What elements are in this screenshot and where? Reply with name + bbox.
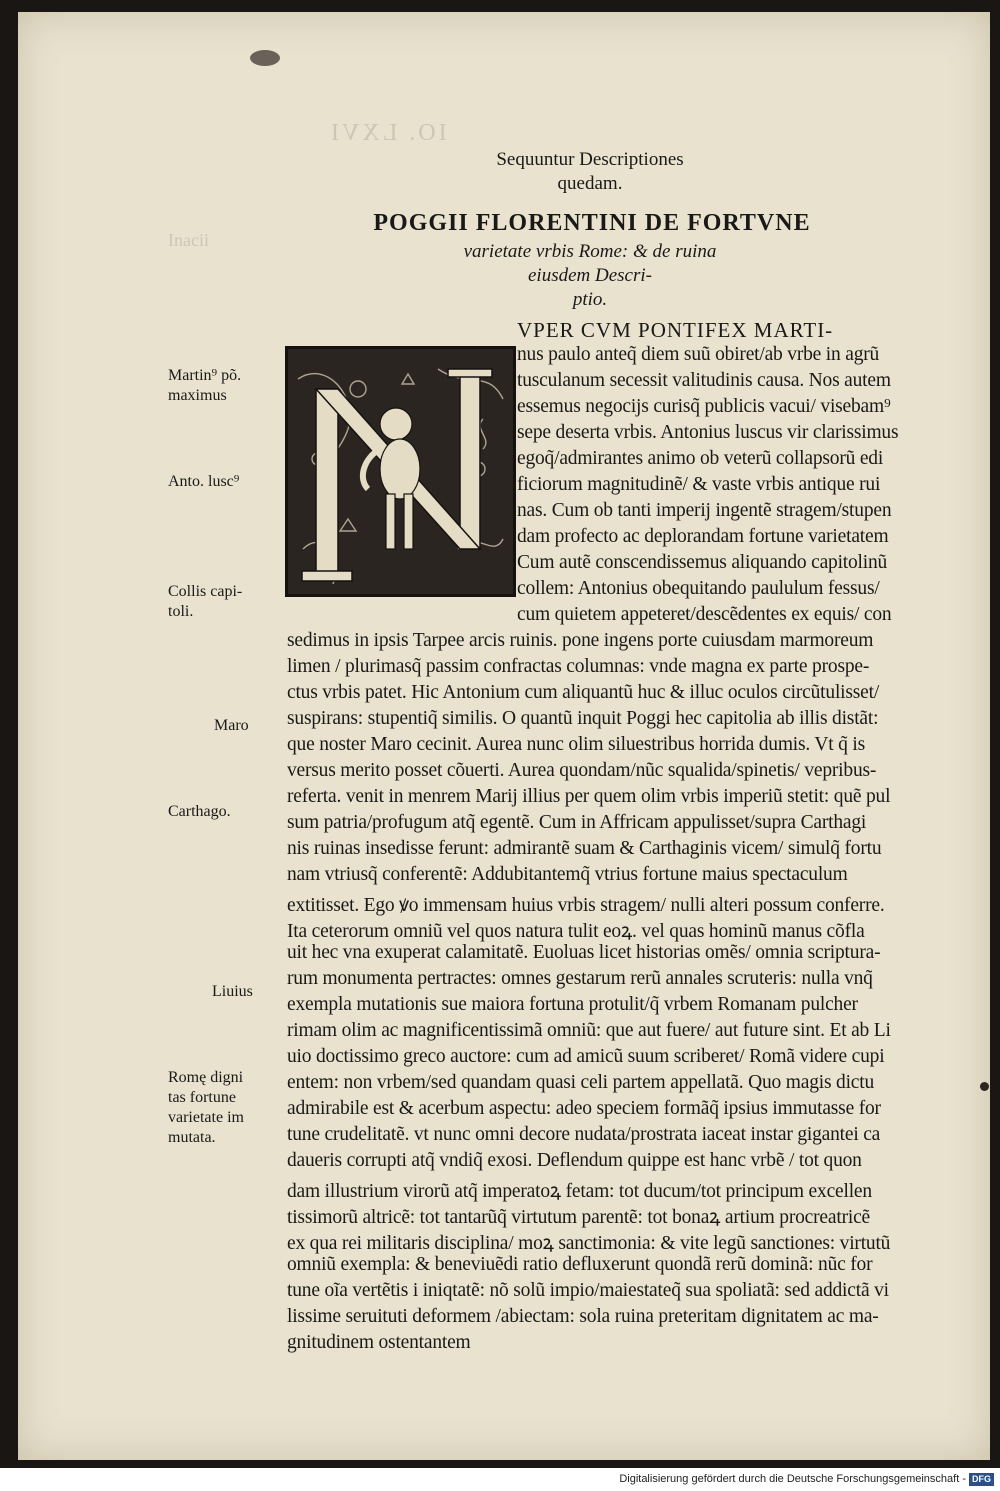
body-line-32: tune crudelitatẽ. vt nunc omni decore nudata/prostrata iaceat instar gigantei ca [287, 1124, 881, 1145]
footer-credit-text: Digitalisierung gefördert durch die Deutsche Forschungsgemeinschaft - [619, 1473, 966, 1485]
body-line-24: Ita ceterorum omniũ vel quos natura tulit eoꝝ. vel quas hominũ manus cõfla [287, 921, 865, 942]
body-line-2: nus paulo anteq̃ diem suũ obiret/ab vrbe in agrũ [517, 344, 880, 365]
margin-note-line: Liuius [212, 983, 253, 1000]
body-line-25: uit hec vna exuperat calamitatẽ. Euoluas licet historias omẽs/ omnia scriptura- [287, 942, 881, 963]
margin-note-line: toli. [168, 603, 194, 620]
margin-note-line: Romę digni [168, 1069, 244, 1086]
margin-note-line: Martin⁹ põ. [168, 367, 242, 384]
body-line-16: suspirans: stupentiq̃ similis. O quantũ inquit Poggi hec capitolia ab illis distãt: [287, 708, 879, 729]
body-line-10: Cum autẽ conscendissemus aliquando capitolinũ [517, 552, 888, 573]
dfg-logo: DFG [969, 1473, 994, 1486]
bleed-through-word: Inacii [168, 230, 209, 250]
body-line-15: ctus vrbis patet. Hic Antonium cum aliquantũ huc & illuc oculos circũtulisset/ [287, 682, 880, 703]
margin-note-line: maximus [168, 387, 227, 404]
digitization-footer [0, 1468, 994, 1491]
body-line-20: sum patria/profugum atq̃ egentẽ. Cum in Affricam appulisset/supra Carthagi [287, 812, 867, 833]
body-line-6: egoq̃/admirantes animo ob veterũ collapsorũ edi [517, 448, 884, 469]
body-line-39: lissime seruituti deformem /abiectam: sola ruina preteritam dignitatem ac ma- [287, 1306, 879, 1327]
body-line-40: gnitudinem ostentantem [287, 1332, 471, 1353]
body-line-19: referta. venit in menrem Marij illius per quem olim vrbis imperiũ stetit: quẽ pul [287, 786, 891, 807]
margin-note-maro [214, 716, 249, 736]
body-line-11: collem: Antonius obequitando paululum fessus/ [517, 578, 880, 599]
margin-note-antonius [168, 472, 239, 492]
body-line-26: rum monumenta pertractes: omnes gestarum rerũ annales scruteris: nulla vnq̃ [287, 968, 873, 989]
work-subtitle-line-1: varietate vrbis Rome: & de ruina [463, 241, 717, 262]
section-heading-line-1: Sequuntur Descriptiones [496, 149, 684, 170]
margin-note-rome [168, 1068, 244, 1148]
body-line-27: exempla mutationis sue maiora fortuna protulit/q̃ vrbem Romanam pulcher [287, 994, 858, 1015]
body-line-4: essemus negocijs curisq̃ publicis vacui/ visebam⁹ [517, 396, 891, 417]
margin-note-line: mutata. [168, 1129, 216, 1146]
margin-note-martinus [168, 366, 241, 406]
work-subtitle-line-2: eiusdem Descri- [528, 265, 652, 286]
body-line-3: tusculanum secessit valitudinis causa. Nos autem [517, 370, 891, 391]
margin-note-line: Carthago. [168, 803, 231, 820]
body-line-1: VPER CVM PONTIFEX MARTI- [517, 318, 834, 342]
body-line-35: tissimorũ altricẽ: tot tantarũq̃ virtutum parentẽ: tot bonaꝝ artium procreatricẽ [287, 1207, 870, 1228]
decorated-initial-n-with-putto-icon [285, 346, 516, 597]
body-line-29: uio doctissimo greco auctore: cum ad amicũ suum scriberet/ Romã videre cupi [287, 1046, 885, 1067]
work-title: POGGII FLORENTINI DE FORTVNE [373, 210, 811, 236]
section-heading-line-2: quedam. [557, 173, 623, 194]
ink-dot [980, 1082, 989, 1091]
body-line-36: ex qua rei militaris disciplina/ moꝝ sanctimonia: & vite legũ sanctiones: virtutũ [287, 1233, 891, 1254]
body-line-7: ficiorum magnitudinẽ/ & vaste vrbis antique rui [517, 474, 881, 495]
body-line-17: que noster Maro cecinit. Aurea nunc olim siluestribus horrida dumis. Vt q̃ is [287, 734, 866, 755]
body-line-21: nis ruinas insedisse ferunt: admirantẽ suam & Carthaginis vicem/ simulq̃ fortu [287, 838, 882, 859]
body-line-5: sepe deserta vrbis. Antonius luscus vir clarissimus [517, 422, 899, 443]
body-line-23: extitisset. Ego ꝟo immensam huius vrbis stragem/ nulli alteri possum conferre. [287, 895, 885, 916]
body-line-33: daueris corrupti atq̃ vndiq̃ exosi. Deflendum quippe est hanc vrbẽ / tot quon [287, 1150, 862, 1171]
ink-smudge [250, 50, 280, 66]
body-line-18: versus merito posset cõuerti. Aurea quondam/nũc squalida/spinetis/ vepribus- [287, 760, 877, 781]
body-line-22: nam vtriusq̃ conferentẽ: Addubitantemq̃ vtrius fortune maius spectaculum [287, 864, 848, 885]
body-line-9: dam profecto ac deplorandam fortune varietatem [517, 526, 889, 547]
body-line-34: dam illustrium virorũ atq̃ imperatoꝝ fetam: tot ducum/tot principum excellen [287, 1181, 872, 1202]
body-line-28: rimam olim ac magnificentissimã omniũ: que aut fuere/ aut future sint. Et ab Li [287, 1020, 891, 1041]
bleed-through-folio: IO. LXVI [328, 120, 447, 146]
work-subtitle-line-3: ptio. [572, 289, 608, 310]
body-line-13: sedimus in ipsis Tarpee arcis ruinis. pone ingens porte cuiusdam marmoreum [287, 630, 874, 651]
margin-note-line: varietate im [168, 1109, 244, 1126]
body-line-14: limen / plurimasq̃ passim confractas columnas: vnde magna ex parte prospe- [287, 656, 870, 677]
body-line-31: admirabile est & acerbum aspectu: adeo speciem formãq̃ ipsius immutasse for [287, 1098, 881, 1119]
margin-note-line: tas fortune [168, 1089, 236, 1106]
margin-note-carthago [168, 802, 231, 822]
body-line-30: entem: non vrbem/sed quandam quasi celi partem appellatã. Quo magis dictu [287, 1072, 875, 1093]
body-line-8: nas. Cum ob tanti imperij ingentẽ stragem/stupen [517, 500, 892, 521]
margin-note-line: Anto. lusc⁹ [168, 473, 240, 490]
margin-note-liuius [212, 982, 253, 1002]
body-line-12: cum quietem appeteret/descẽdentes ex equis/ con [517, 604, 892, 625]
body-line-38: tune oĩa vertẽtis i iniqtatẽ: nõ solũ impio/maiestateq̃ sua spoliatã: sed addictã vi [287, 1280, 889, 1301]
margin-note-line: Collis capi- [168, 583, 243, 600]
margin-note-line: Maro [214, 717, 249, 734]
body-line-37: omniũ exempla: & beneviuẽdi ratio defluxerunt quondã rerũ dominã: nũc for [287, 1254, 873, 1275]
margin-note-collis [168, 582, 242, 622]
